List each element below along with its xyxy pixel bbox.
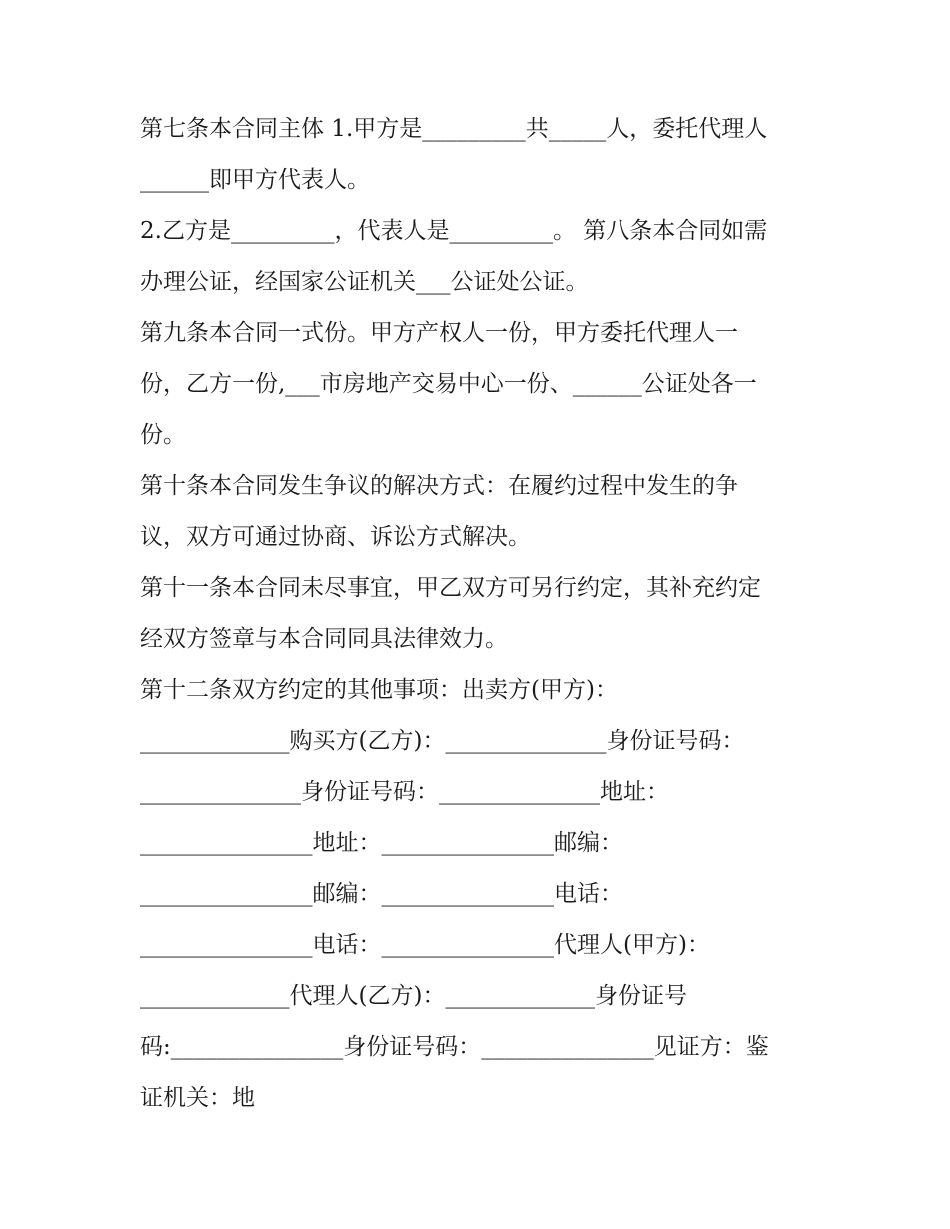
line-text: 经双方签章与本合同同具法律效力。 xyxy=(140,626,508,652)
line-text: 份，乙方一份,___市房地产交易中心一份、______公证处各一 xyxy=(140,371,757,397)
text-line xyxy=(140,1022,830,1073)
line-text: ______即甲方代表人。 xyxy=(140,167,370,193)
line-text: _____________购买方(乙方)：______________身份证号码： xyxy=(140,728,745,754)
line-text: _______________地址：_______________邮编： xyxy=(140,830,623,856)
contract-body xyxy=(140,104,830,1124)
text-line xyxy=(140,461,830,512)
text-line xyxy=(140,155,830,206)
line-text: _______________邮编：_______________电话： xyxy=(140,881,623,907)
line-text: 码:_______________身份证号码：_______________见证方：鉴 xyxy=(140,1034,769,1060)
line-text: 第十条本合同发生争议的解决方式：在履约过程中发生的争 xyxy=(140,473,738,499)
line-text: _____________代理人(乙方)：_____________身份证号 xyxy=(140,983,687,1009)
text-line xyxy=(140,920,830,971)
text-line xyxy=(140,206,830,257)
text-line xyxy=(140,818,830,869)
line-text: 份。 xyxy=(140,422,186,448)
text-line xyxy=(140,308,830,359)
text-line xyxy=(140,716,830,767)
text-line xyxy=(140,359,830,410)
line-text: 第十二条双方约定的其他事项：出卖方(甲方)： xyxy=(140,677,618,703)
text-line xyxy=(140,512,830,563)
text-line xyxy=(140,971,830,1022)
line-text: 第十一条本合同未尽事宜，甲乙双方可另行约定，其补充约定 xyxy=(140,575,761,601)
text-line xyxy=(140,410,830,461)
text-line xyxy=(140,767,830,818)
text-line xyxy=(140,665,830,716)
text-line xyxy=(140,1073,830,1124)
line-text: 第七条本合同主体 1.甲方是_________共_____人，委托代理人 xyxy=(140,116,768,142)
text-line xyxy=(140,563,830,614)
line-text: ______________身份证号码：______________地址： xyxy=(140,779,669,805)
line-text: 证机关：地 xyxy=(140,1085,255,1111)
text-line xyxy=(140,869,830,920)
line-text: _______________电话：_______________代理人(甲方)： xyxy=(140,932,710,958)
line-text: 议，双方可通过协商、诉讼方式解决。 xyxy=(140,524,531,550)
text-line xyxy=(140,257,830,308)
line-text: 办理公证，经国家公证机关___公证处公证。 xyxy=(140,269,589,295)
line-text: 2.乙方是_________，代表人是_________。 第八条本合同如需 xyxy=(140,218,768,244)
line-text: 第九条本合同一式份。甲方产权人一份，甲方委托代理人一 xyxy=(140,320,738,346)
text-line xyxy=(140,614,830,665)
text-line xyxy=(140,104,830,155)
